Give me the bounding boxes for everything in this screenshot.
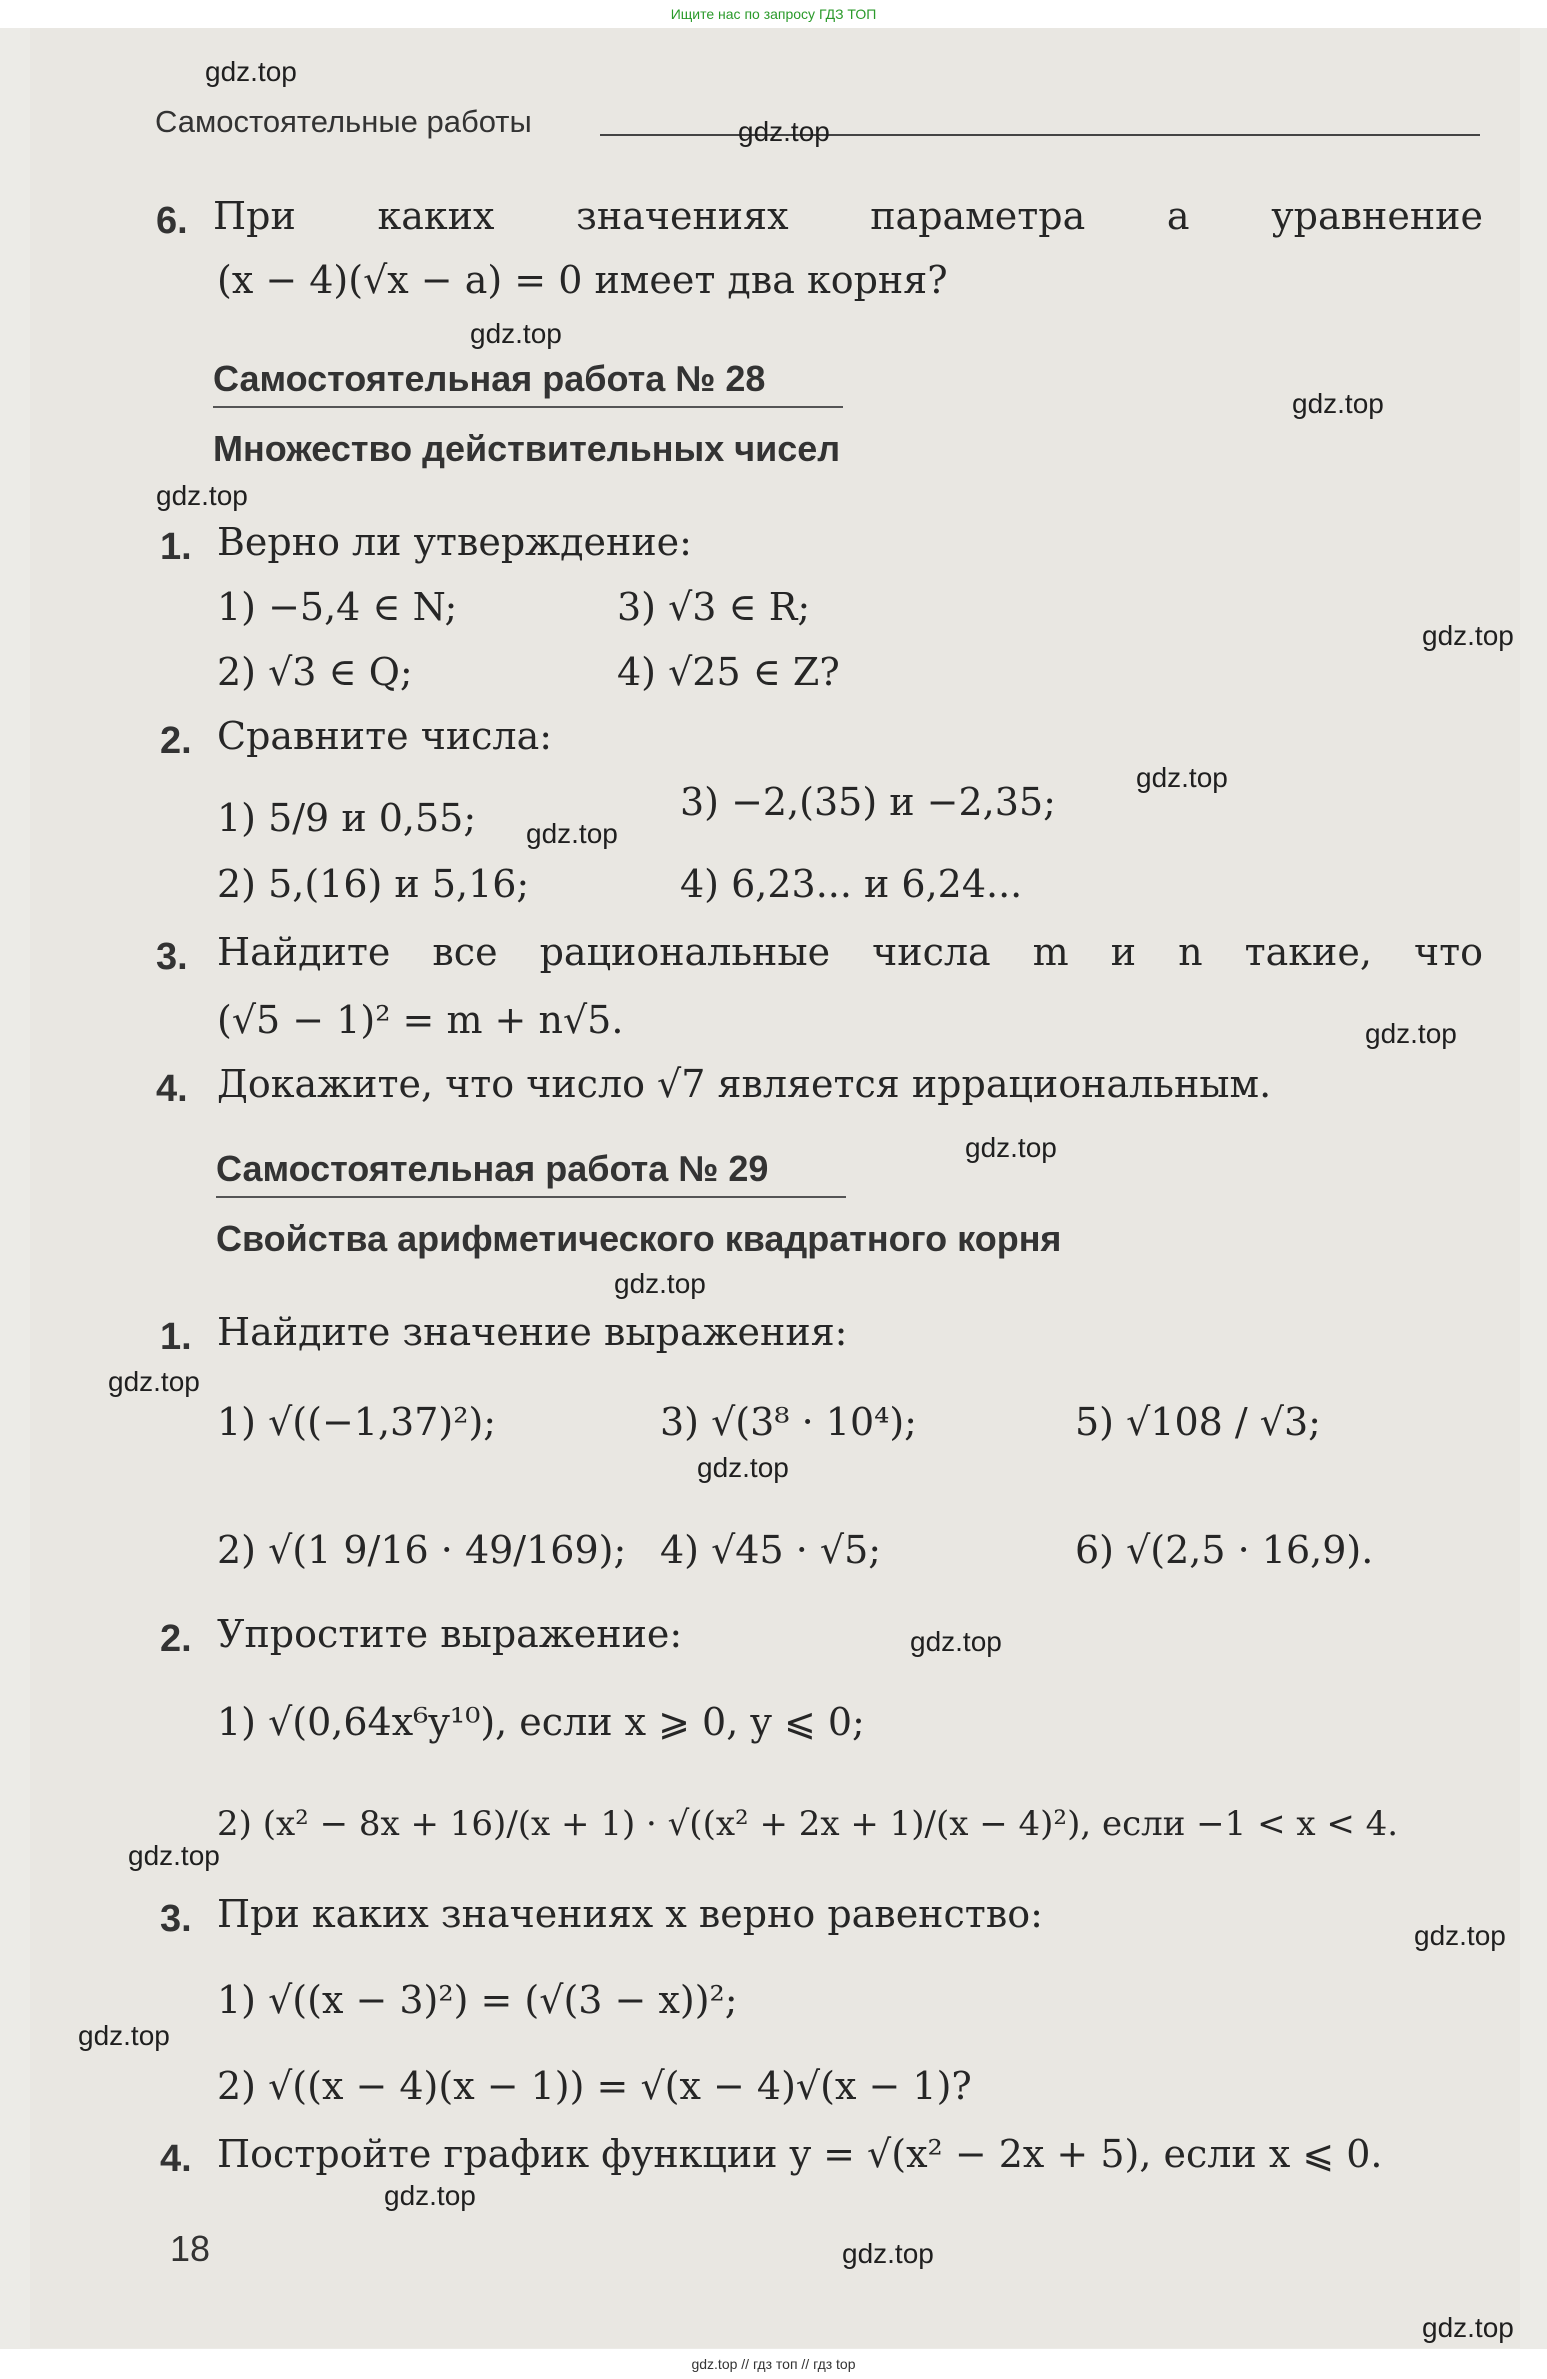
watermark: gdz.top: [1422, 620, 1514, 651]
watermark: gdz.top: [697, 1452, 789, 1483]
watermark: gdz.top: [128, 1840, 220, 1871]
page-number: 18: [170, 2228, 211, 2269]
w28-task-1-number: 1.: [160, 526, 192, 568]
work-29-title: Самостоятельная работа № 29: [216, 1148, 769, 1189]
w28-task-2-item3: 3) −2,(35) и −2,35;: [680, 780, 1056, 824]
watermark: gdz.top: [1422, 2312, 1514, 2343]
w29-task-4-number: 4.: [160, 2138, 192, 2180]
w29-task-2-item1: 1) √(0,64x⁶y¹⁰), если x ⩾ 0, y ⩽ 0;: [217, 1700, 865, 1744]
watermark: gdz.top: [108, 1366, 200, 1397]
w28-task-3-number: 3.: [156, 936, 188, 978]
w28-task-1-item3: 3) √3 ∈ R;: [617, 585, 811, 629]
w28-task-2-text: Сравните числа:: [217, 714, 553, 758]
watermark: gdz.top: [1414, 1920, 1506, 1951]
w29-task-4-text: Постройте график функции y = √(x² − 2x + 5), если x ⩽ 0.: [217, 2132, 1383, 2176]
watermark: gdz.top: [526, 818, 618, 849]
w28-task-1-item4: 4) √25 ∈ Z?: [617, 650, 840, 694]
w28-task-3-line1: Найдите все рациональные числа m и n такие, что: [217, 930, 1483, 974]
watermark: gdz.top: [205, 56, 297, 87]
textbook-page: [30, 28, 1520, 2348]
watermark: gdz.top: [1365, 1018, 1457, 1049]
watermark: gdz.top: [78, 2020, 170, 2051]
problem-6-number: 6.: [156, 200, 188, 242]
w28-task-4-text: Докажите, что число √7 является иррациональным.: [217, 1062, 1272, 1106]
w29-task-3-text: При каких значениях x верно равенство:: [217, 1892, 1043, 1936]
watermark: gdz.top: [384, 2180, 476, 2211]
watermark: gdz.top: [1292, 388, 1384, 419]
w28-task-2-number: 2.: [160, 720, 192, 762]
watermark: gdz.top: [738, 116, 830, 147]
w29-task-1-item3: 3) √(3⁸ · 10⁴);: [660, 1400, 917, 1444]
problem-6-line1: При каких значениях параметра a уравнение: [213, 194, 1483, 238]
w28-task-1-text: Верно ли утверждение:: [217, 520, 692, 564]
work-29-subtitle: Свойства арифметического квадратного корня: [216, 1218, 1062, 1259]
watermark: gdz.top: [156, 480, 248, 511]
watermark: gdz.top: [614, 1268, 706, 1299]
w28-task-2-item1: 1) 5/9 и 0,55;: [217, 796, 477, 840]
watermark: gdz.top: [470, 318, 562, 349]
header-rule: [600, 134, 1480, 136]
watermark: gdz.top: [910, 1626, 1002, 1657]
w29-task-1-text: Найдите значение выражения:: [217, 1310, 848, 1354]
bottom-banner: gdz.top // гдз топ // гдз top: [0, 2349, 1547, 2379]
problem-6-line2: (x − 4)(√x − a) = 0 имеет два корня?: [217, 258, 948, 302]
w28-task-1-item2: 2) √3 ∈ Q;: [217, 650, 413, 694]
running-header: Самостоятельные работы: [155, 104, 532, 139]
work-29-title-rule: [216, 1196, 846, 1198]
w29-task-3-number: 3.: [160, 1898, 192, 1940]
w29-task-1-item2: 2) √(1 9/16 · 49/169);: [217, 1528, 627, 1572]
top-banner: Ищите нас по запросу ГДЗ ТОП: [0, 0, 1547, 28]
w28-task-4-number: 4.: [156, 1068, 188, 1110]
w29-task-3-item2: 2) √((x − 4)(x − 1)) = √(x − 4)√(x − 1)?: [217, 2064, 972, 2108]
w29-task-3-item1: 1) √((x − 3)²) = (√(3 − x))²;: [217, 1978, 738, 2022]
watermark: gdz.top: [1136, 762, 1228, 793]
watermark: gdz.top: [842, 2238, 934, 2269]
w29-task-2-text: Упростите выражение:: [217, 1612, 683, 1656]
work-28-title: Самостоятельная работа № 28: [213, 358, 766, 399]
w28-task-2-item4: 4) 6,23... и 6,24...: [680, 862, 1023, 906]
w29-task-1-number: 1.: [160, 1316, 192, 1358]
w29-task-1-item6: 6) √(2,5 · 16,9).: [1075, 1528, 1374, 1572]
work-28-subtitle: Множество действительных чисел: [213, 428, 841, 469]
w29-task-2-item2: 2) (x² − 8x + 16)/(x + 1) · √((x² + 2x + 1)/(x − 4)²), если −1 < x < 4.: [217, 1804, 1399, 1844]
w29-task-1-item4: 4) √45 · √5;: [660, 1528, 882, 1572]
w28-task-3-line2: (√5 − 1)² = m + n√5.: [217, 998, 624, 1042]
w29-task-1-item5: 5) √108 / √3;: [1075, 1400, 1321, 1444]
w28-task-1-item1: 1) −5,4 ∈ N;: [217, 585, 458, 629]
w29-task-1-item1: 1) √((−1,37)²);: [217, 1400, 497, 1444]
w29-task-2-number: 2.: [160, 1618, 192, 1660]
watermark: gdz.top: [965, 1132, 1057, 1163]
work-28-title-rule: [213, 406, 843, 408]
w28-task-2-item2: 2) 5,(16) и 5,16;: [217, 862, 530, 906]
